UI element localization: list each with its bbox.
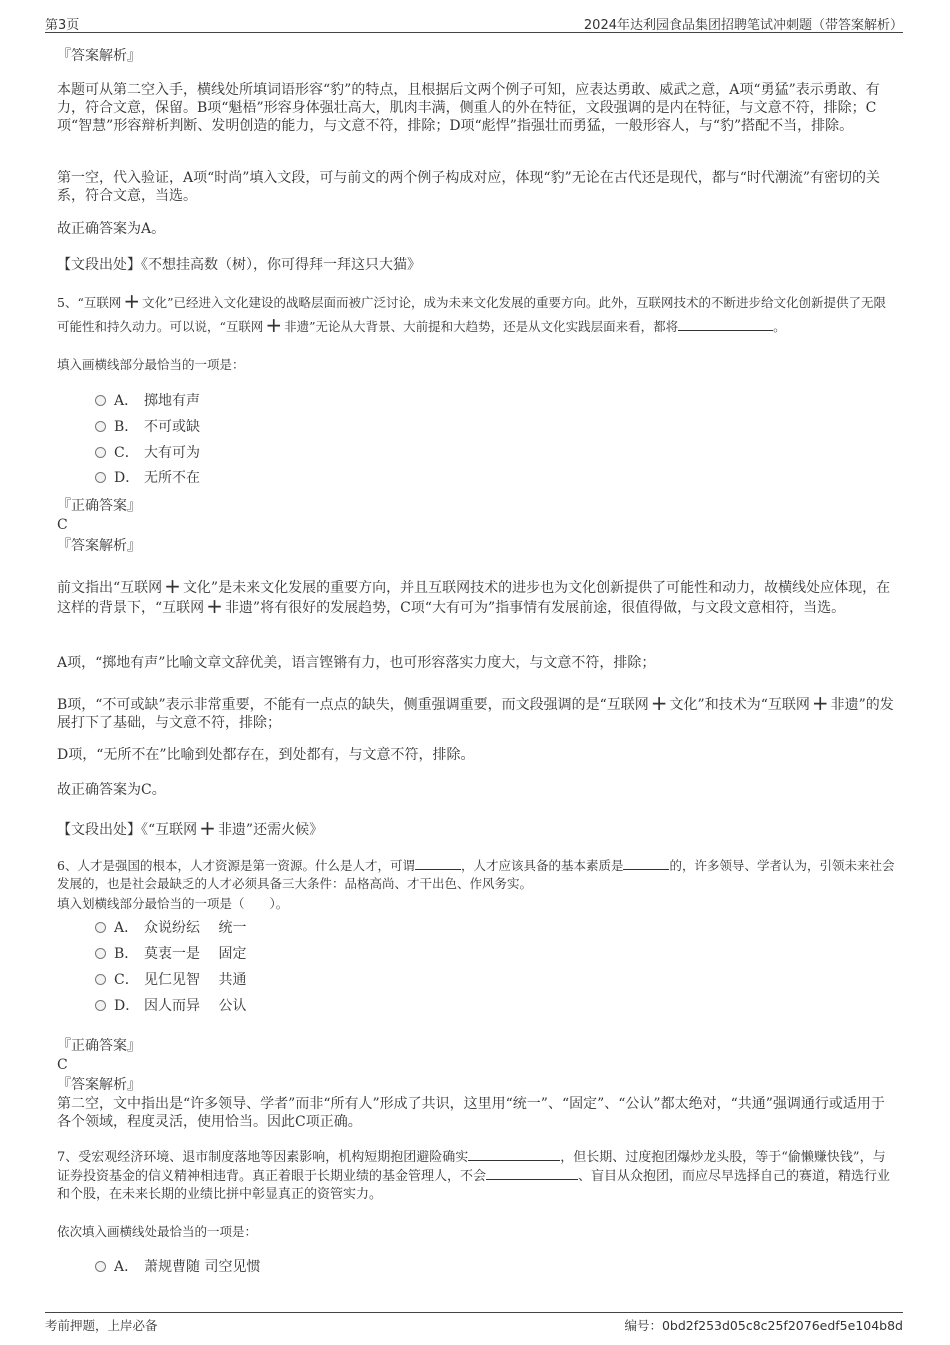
q6-option-d[interactable]: D． 因人而异 公认 [95, 997, 246, 1015]
q5-analysis-heading: 『答案解析』 [57, 538, 141, 554]
plus-sign: + [164, 574, 181, 598]
answer-blank [623, 857, 669, 870]
plus-sign: + [650, 691, 668, 715]
page-header [45, 10, 903, 33]
radio-icon[interactable] [95, 1000, 106, 1011]
q5-source: 【文段出处】《“互联网 + 非遗”还需火候》 [57, 816, 324, 840]
q5-option-a[interactable]: A． 掷地有声 [95, 392, 200, 410]
plus-sign: + [811, 691, 829, 715]
q5-answer-heading: 『正确答案』 [57, 498, 141, 514]
answer-blank [415, 857, 461, 870]
q5-option-c[interactable]: C． 大有可为 [95, 444, 200, 462]
radio-icon[interactable] [95, 447, 106, 458]
q6-option-b[interactable]: B． 莫衷一是 固定 [95, 945, 246, 963]
q5-answer: C [57, 517, 68, 533]
radio-icon[interactable] [95, 922, 106, 933]
radio-icon[interactable] [95, 948, 106, 959]
q7-stem: 7、受宏观经济环境、退市制度落地等因素影响，机构短期抱团避险确实 ，但长期、过度抱团爆炒龙头股，等于“偷懒赚快钱”，与证券投资基金的信义精神相违背。真正着眼于长期业绩的基金管理人，不会 、盲目从众抱团，而应尽早选择自己的赛道，精选行业和个股，在未来长期的业绩比拼中彰显真正的资管实力。 [57, 1150, 891, 1202]
radio-icon[interactable] [95, 421, 106, 432]
q6-option-a[interactable]: A． 众说纷纭 统一 [95, 919, 246, 937]
q6-answer-heading: 『正确答案』 [57, 1038, 141, 1054]
q4-analysis-p3: 故正确答案为A。 [57, 221, 166, 237]
q5-analysis-p4: D项，“无所不在”比喻到处都存在，到处都有，与文意不符，排除。 [57, 747, 475, 763]
radio-icon[interactable] [95, 395, 106, 406]
q5-analysis-p5: 故正确答案为C。 [57, 782, 166, 798]
document-id: 编号：0bd2f253d05c8c25f2076edf5e104b8d [624, 1318, 903, 1333]
page-footer [45, 1312, 903, 1335]
plus-sign: + [123, 289, 141, 313]
document-title: 2024年达利园食品集团招聘笔试冲刺题（带答案解析） [583, 18, 903, 33]
q5-analysis-p2: A项，“掷地有声”比喻文章文辞优美，语言铿锵有力，也可形容落实力度大，与文意不符，排除； [57, 655, 656, 671]
q5-prompt: 填入画横线部分最恰当的一项是： [57, 357, 245, 372]
q7-prompt: 依次填入画横线处最恰当的一项是： [57, 1224, 258, 1239]
answer-blank [678, 318, 773, 331]
plus-sign: + [199, 816, 216, 840]
q4-source: 【文段出处】《不想挂高数（树），你可得拜一拜这只大猫》 [57, 257, 421, 273]
plus-sign: + [265, 313, 283, 337]
page-number: 第3页 [45, 18, 80, 33]
q5-stem: 5、“互联网 + 文化”已经进入文化建设的战略层面而被广泛讨论，成为未来文化发展的重要方向。此外，互联网技术的不断进步给文化创新提供了无限可能性和持久动力。可以说，“互联网 + 非遗”无论从大背景、大前提和大趋势，还是从文化实践层面来看，都将 。 [57, 289, 887, 337]
answer-blank [468, 1148, 560, 1161]
q7-option-a[interactable]: A． 萧规曹随 司空见惯 [95, 1258, 260, 1276]
footer-slogan: 考前押题，上岸必备 [45, 1318, 158, 1333]
q5-option-d[interactable]: D． 无所不在 [95, 469, 200, 487]
q4-analysis-p1: 本题可从第二空入手，横线处所填词语形容“豹”的特点，且根据后文两个例子可知，应表达勇敢、威武之意，A项“勇猛”表示勇敢、有力，符合文意，保留。B项“魁梧”形容身体强壮高大，肌肉丰满，侧重人的外在特征，文段强调的是内在特征，与文意不符，排除；C项“智慧”形容辩析判断、发明创造的能力，与文意不符，排除；D项“彪悍”指强壮而勇猛，一般形容人，与“豹”搭配不当，排除。 [57, 82, 880, 134]
radio-icon[interactable] [95, 472, 106, 483]
radio-icon[interactable] [95, 974, 106, 985]
q6-analysis-heading: 『答案解析』 [57, 1077, 141, 1093]
q5-analysis-p3: B项，“不可或缺”表示非常重要，不能有一点点的缺失，侧重强调重要，而文段强调的是“互联网 + 文化”和技术为“互联网 + 非遗”的发展打下了基础，与文意不符，排除； [57, 691, 894, 731]
q4-analysis-p2: 第一空，代入验证，A项“时尚”填入文段，可与前文的两个例子构成对应，体现“豹”无论在古代还是现代，都与“时代潮流”有密切的关系，符合文意，当选。 [57, 170, 881, 204]
q6-option-c[interactable]: C． 见仁见智 共通 [95, 971, 246, 989]
q6-stem: 6、人才是强国的根本，人才资源是第一资源。什么是人才，可谓 ，人才应该具备的基本素质是 的，许多领导、学者认为，引领未来社会发展的，也是社会最缺乏的人才必须具备三大条件：品格高尚、才干出色、作风务实。 [57, 858, 895, 891]
radio-icon[interactable] [95, 1261, 106, 1272]
q5-analysis-p1: 前文指出“互联网 + 文化”是未来文化发展的重要方向，并且互联网技术的进步也为文化创新提供了可能性和动力，故横线处应体现，在这样的背景下，“互联网 + 非遗”将有很好的发展趋势，C项“大有可为”指事情有发展前途，很值得做，与文段文意相符，当选。 [57, 574, 891, 618]
q6-prompt: 填入划横线部分最恰当的一项是（ ）。 [57, 896, 289, 911]
q5-option-b[interactable]: B． 不可或缺 [95, 418, 200, 436]
q4-analysis-heading: 『答案解析』 [57, 48, 141, 64]
plus-sign: + [206, 594, 223, 618]
q6-analysis: 第二空，文中指出是“许多领导、学者”而非“所有人”形成了共识，这里用“统一”、“固定”、“公认”都太绝对，“共通”强调通行或适用于各个领域，程度灵活，使用恰当。因此C项正确。 [57, 1096, 885, 1130]
q6-answer: C [57, 1057, 68, 1073]
answer-blank [486, 1167, 578, 1180]
